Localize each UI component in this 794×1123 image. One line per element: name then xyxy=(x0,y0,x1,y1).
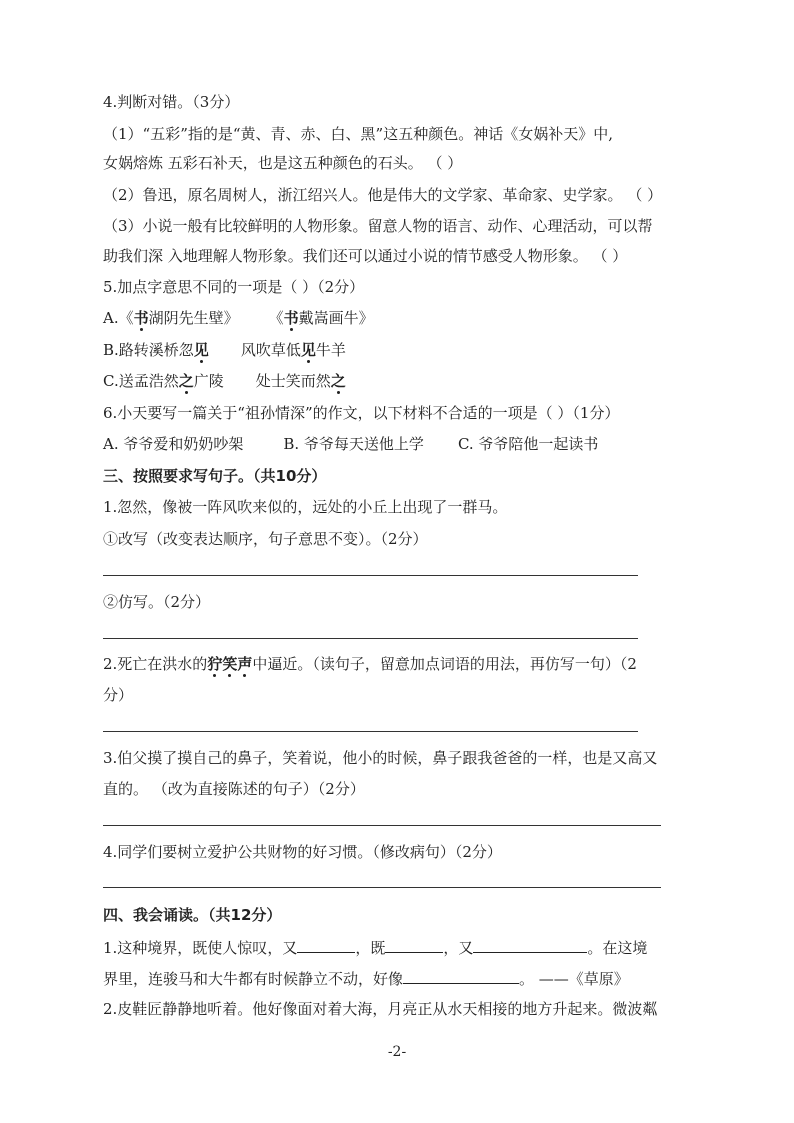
s4-q1-line1 xyxy=(103,936,647,958)
s3-q2-text: 2.死亡在洪水的 xyxy=(103,655,208,673)
s3-q3-line2: 直的。 （改为直接陈述的句子）（2分） xyxy=(103,780,365,798)
q5-c-text: 处士笑而然 xyxy=(255,372,331,390)
s4-q1-line2 xyxy=(103,967,629,989)
q4-item3-line2: 助我们深 入地理解人物形象。我们还可以通过小说的情节感受人物形象。 （ ） xyxy=(103,247,628,265)
s3-q2-text: 中逼近。（读句子，留意加点词语的用法，再仿写一句）（2 xyxy=(252,655,637,673)
s4-q1-source: 。 ——《草原》 xyxy=(519,970,629,988)
q4-title: 4.判断对错。（3分） xyxy=(103,93,240,111)
q5-option-b xyxy=(103,340,346,360)
answer-line[interactable] xyxy=(103,825,661,826)
s3-q4: 4.同学们要树立爱护公共财物的好习惯。（修改病句）（2分） xyxy=(103,843,502,861)
s4-q1-text: ，既 xyxy=(355,939,386,957)
q5-option-a xyxy=(103,308,374,328)
s3-q1-rewrite: ①改写（改变表达顺序，句子意思不变）。（2分） xyxy=(103,530,428,548)
s3-q2-tail: 分） xyxy=(103,686,134,704)
s4-q1-text: 1.这种境界，既使人惊叹，又 xyxy=(103,939,298,957)
q5-option-c xyxy=(103,371,346,391)
section-3-heading: 三、按照要求写句子。（共10分） xyxy=(103,467,327,485)
q5-a-text: 《 xyxy=(268,309,284,327)
q4-item2: （2）鲁迅，原名周树人，浙江绍兴人。他是伟大的文学家、革命家、史学家。 （ ） xyxy=(103,186,663,204)
fill-blank[interactable] xyxy=(297,936,355,953)
fill-blank[interactable] xyxy=(473,936,587,953)
answer-line[interactable] xyxy=(103,887,661,888)
q4-item1-line2: 女娲熔炼 五彩石补天，也是这五种颜色的石头。 （ ） xyxy=(103,154,463,172)
q6-option-c: C. 爷爷陪他一起读书 xyxy=(457,435,599,453)
s3-q2 xyxy=(103,654,637,674)
fill-blank[interactable] xyxy=(403,967,519,984)
q5-a-dot-char-1: 书 xyxy=(133,309,149,327)
q6-option-a: A. 爷爷爱和奶奶吵架 xyxy=(103,435,244,453)
q5-a-text: 湖阴先生壁》 xyxy=(148,309,239,327)
q5-c-text: 广陵 xyxy=(193,372,224,390)
q5-title: 5.加点字意思不同的一项是（ ）（2分） xyxy=(103,278,365,296)
q4-item1-line1: （1）“五彩”指的是“黄、青、赤、白、黑”这五种颜色。神话《女娲补天》中, xyxy=(103,125,613,143)
q5-b-text: 牛羊 xyxy=(315,341,346,359)
q4-item3-line1: （3）小说一般有比较鲜明的人物形象。留意人物的语言、动作、心理活动，可以帮 xyxy=(103,217,653,235)
s3-q1-imitate: ②仿写。（2分） xyxy=(103,593,211,611)
s4-q1-text: 。在这境 xyxy=(587,939,648,957)
s3-q3-line1: 3.伯父摸了摸自己的鼻子，笑着说，他小的时候，鼻子跟我爸爸的一样，也是又高又 xyxy=(103,749,658,767)
q5-b-dot-char-2: 见 xyxy=(300,341,316,359)
q5-a-dot-char-2: 书 xyxy=(283,309,299,327)
answer-line[interactable] xyxy=(103,638,638,639)
q5-c-text: C.送孟浩然 xyxy=(103,372,179,390)
q5-a-text: A.《 xyxy=(103,309,134,327)
s4-q1-text: ，又 xyxy=(443,939,474,957)
q5-c-dot-char-2: 之 xyxy=(330,372,346,390)
q5-b-text: B.路转溪桥忽 xyxy=(103,341,194,359)
q5-b-text: 风吹草低 xyxy=(240,341,301,359)
page-number: -2- xyxy=(387,1044,407,1060)
q5-c-dot-char-1: 之 xyxy=(178,372,194,390)
q6-options xyxy=(103,434,598,454)
section-4-heading: 四、我会诵读。（共12分） xyxy=(103,906,282,924)
q6-title: 6.小天要写一篇关于“祖孙情深”的作文，以下材料不合适的一项是（ ）（1分） xyxy=(103,404,620,422)
q5-b-dot-char-1: 见 xyxy=(193,341,209,359)
q6-option-b: B. 爷爷每天送他上学 xyxy=(283,435,424,453)
s3-q2-dot-char: 笑 xyxy=(222,655,238,673)
s4-q1-text: 界里，连骏马和大牛都有时候静立不动，好像 xyxy=(103,970,404,988)
fill-blank[interactable] xyxy=(385,936,443,953)
s3-q2-dot-char: 狞 xyxy=(207,655,223,673)
s4-q2: 2.皮鞋匠静静地听着。他好像面对着大海，月亮正从水天相接的地方升起来。微波粼 xyxy=(103,1000,658,1018)
q5-a-text: 戴嵩画牛》 xyxy=(298,309,374,327)
s3-q2-dot-char: 声 xyxy=(237,655,253,673)
s3-q1: 1.忽然，像被一阵风吹来似的，远处的小丘上出现了一群马。 xyxy=(103,498,508,516)
answer-line[interactable] xyxy=(103,731,638,732)
answer-line[interactable] xyxy=(103,575,638,576)
